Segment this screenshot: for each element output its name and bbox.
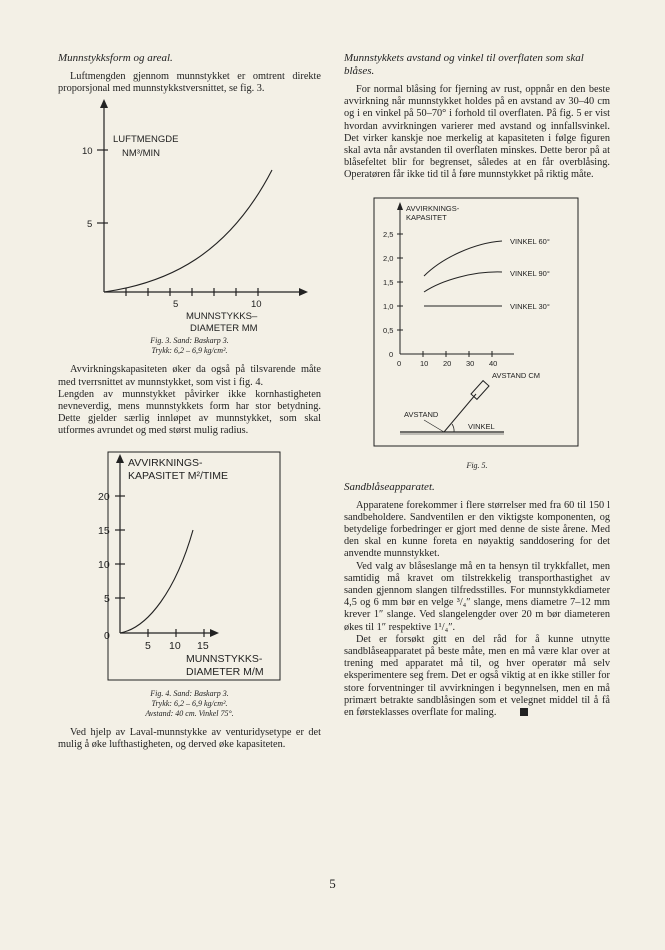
fig3-ytick-label-5: 5 [87,219,93,231]
fig3-ylabel-1: LUFTMENGDE [113,134,179,146]
fig4-caption-line1: Fig. 4. Sand: Baskarp 3. [150,688,229,698]
fig4-xlabel-2: DIAMETER M/M [186,665,264,678]
paragraph-advice-text: Det er forsøkt gitt en del råd for å kunne utnytte sandblåseapparatet på beste måte, men en må være klar over at trening med apparatet må til, og hver operatør må selv eksperimentere seg frem. Det er også viktig at en ikke stiller for store forventninger til avvirkningen i begynnelsen, men en må primært betrakte sandblåsingen som et velegnet middel til å få en førsteklasses overflate for maling. [344,633,610,719]
fig4-y-arrow [116,454,124,463]
fig5-inset-distance-pointer [424,420,444,432]
fig3-ytick-label-10: 10 [82,146,93,158]
heading-nozzle-shape: Munnstykksform og areal. [58,52,173,64]
fig5-legend-vinkel-60: VINKEL 60° [510,236,550,246]
fig5-ylabel-1: AVVIRKNINGS- [406,203,460,213]
fig4-curve [120,530,193,633]
end-mark [520,708,528,716]
fig5-inset-angle-arc [452,424,454,432]
fig4-ytick-label-20: 20 [98,490,110,503]
fig5-ylabel-2: KAPASITET [406,212,447,222]
fig5-inset-label-distance: AVSTAND [404,409,439,419]
paragraph-hose: Ved valg av blåseslange må en ta hensyn til trykkfallet, men samtidig må kravet om tilstrekkelig transporthastighet av sanden gjennom slangen tilfredsstilles. For munnstykkdiameter 4,5 og 6 mm bør en velge ³/₄″ slange, mens diametre 7–12 mm krever 1″ slange. Ved slangelengder over 20 m bør diameteren økes til 1″ respektive 1¹/₄″. [344,560,610,633]
fig4-ylabel-1: AVVIRKNINGS- [128,456,203,469]
left-column [58,52,321,751]
figure-5-distance-angle-chart [344,196,610,458]
fig3-caption-line1: Fig. 3. Sand: Baskarp 3. [150,336,229,346]
fig4-ytick-label-10: 10 [98,558,110,571]
figure-3-caption [58,336,321,356]
figure-3-airflow-chart [58,95,321,333]
right-column [344,52,610,719]
fig5-inset-label-angle: VINKEL [468,421,495,431]
paragraph-capacity: Avvirkningskapasiteten øker da også på tilsvarende måte med tverrsnittet av munnstykket, som vist i fig. 4. [58,364,321,388]
fig4-caption-line2: Trykk: 6,2 – 6,9 kg/cm². [151,698,228,708]
fig4-ytick-label-15: 15 [98,524,110,537]
fig5-ytick-label: 2,5 [383,229,394,239]
fig4-xtick-label-15: 15 [197,639,209,652]
paragraph-distance-angle: For normal blåsing for fjerning av rust, oppnår en den beste avvirkning når munnstykket holdes på en avstand av 30–40 cm og i en vinkel på 50–70° i forhold til overflaten. På fig. 5 er vist hvordan avvirkningen varierer med avstand og innfallsvinkel. Det virker kanskje noe merkelig at kapasiteten i følge figuren skal avta når avstanden til overflaten minskes. Dette beror på at blåsefeltet blir for begrenset, således at en får overblåsing. Operatøren får ikke tid til å føre munnstykket på riktig måte. [344,84,610,181]
fig5-xtick-label: 30 [466,358,475,368]
fig4-ytick-label-0: 0 [104,629,110,642]
fig4-xtick-label-10: 10 [169,639,181,652]
fig3-curve [104,170,272,292]
fig5-y-arrow [397,202,403,210]
fig4-xlabel-1: MUNNSTYKKS- [186,652,263,665]
heading-distance-angle: Munnstykkets avstand og vinkel til overflaten som skal blåses. [344,52,584,77]
figure-5-caption: Fig. 5. [466,460,488,470]
fig4-ytick-label-5: 5 [104,592,110,605]
paragraph-advice [344,634,610,719]
heading-sandblaster: Sandblåseapparatet. [344,480,435,493]
fig5-ytick-label: 0 [389,349,394,359]
figure-4-caption [58,689,321,719]
fig5-inset-diagram [400,380,504,433]
fig5-xtick-label: 10 [420,358,429,368]
fig5-ytick-label: 2,0 [383,253,394,263]
fig3-caption-line2: Trykk: 6,2 – 6,9 kg/cm². [151,346,228,356]
fig5-frame [374,198,578,446]
paragraph-airflow: Luftmengden gjennom munnstykket er omtrent direkte proporsjonal med munnstykkstversnittet, se fig. 3. [58,71,321,95]
fig5-ytick-label: 0,5 [383,325,394,335]
fig5-xtick-label: 20 [443,358,452,368]
paragraph-apparatus: Apparatene forekommer i flere størrelser med fra 60 til 150 l sandbeholdere. Sandventilen er den viktigste komponenten, og betydelige forbedringer er gjort med denne de siste årene. Med den skal en kunne foreta en nøyaktig sanddosering for det anvendte munnstykket. [344,499,610,560]
fig5-xtick-label: 0 [397,358,402,368]
fig5-xtick-label: 40 [489,358,498,368]
paragraph-nozzle-length: Lengden av munnstykket påvirker ikke kornhastigheten nevneverdig, mens munnstykkets form har stor betydning. Dette gjelder særlig innløpet av munnstykket, som skal utformes avrundet og med størst mulig radius. [58,388,321,437]
paragraph-laval-nozzle: Ved hjelp av Laval-munnstykke av venturidysetype er det mulig å øke lufthastigheten, og derved øke kapasiteten. [58,726,321,750]
fig4-caption-line3: Avstand: 40 cm. Vinkel 75°. [145,708,234,718]
fig4-ylabel-2: KAPASITET M²/TIME [128,469,228,482]
fig5-series-vinkel-60 [424,241,502,276]
fig4-frame [108,452,280,680]
fig3-xlabel-1: MUNNSTYKKS– [186,311,258,323]
fig5-legend-vinkel-90: VINKEL 90° [510,268,550,278]
figure-4-capacity-chart [58,450,321,686]
page-number: 5 [329,876,336,891]
fig4-xtick-label-5: 5 [145,639,151,652]
fig3-x-arrow [299,288,308,296]
fig3-y-arrow [100,99,108,108]
fig3-xlabel-2: DIAMETER MM [190,323,258,334]
fig3-ylabel-2: NM³/MIN [122,148,160,160]
fig3-xtick-label-5: 5 [173,299,179,311]
fig5-series-vinkel-90 [424,272,502,292]
fig5-legend-vinkel-30: VINKEL 30° [510,301,550,311]
fig5-inset-nozzle [471,380,489,399]
fig3-xtick-label-10: 10 [251,299,262,311]
fig5-ytick-label: 1,5 [383,277,394,287]
fig5-xlabel: AVSTAND CM [492,370,541,380]
fig5-ytick-label: 1,0 [383,301,394,311]
fig4-x-arrow [210,629,219,637]
